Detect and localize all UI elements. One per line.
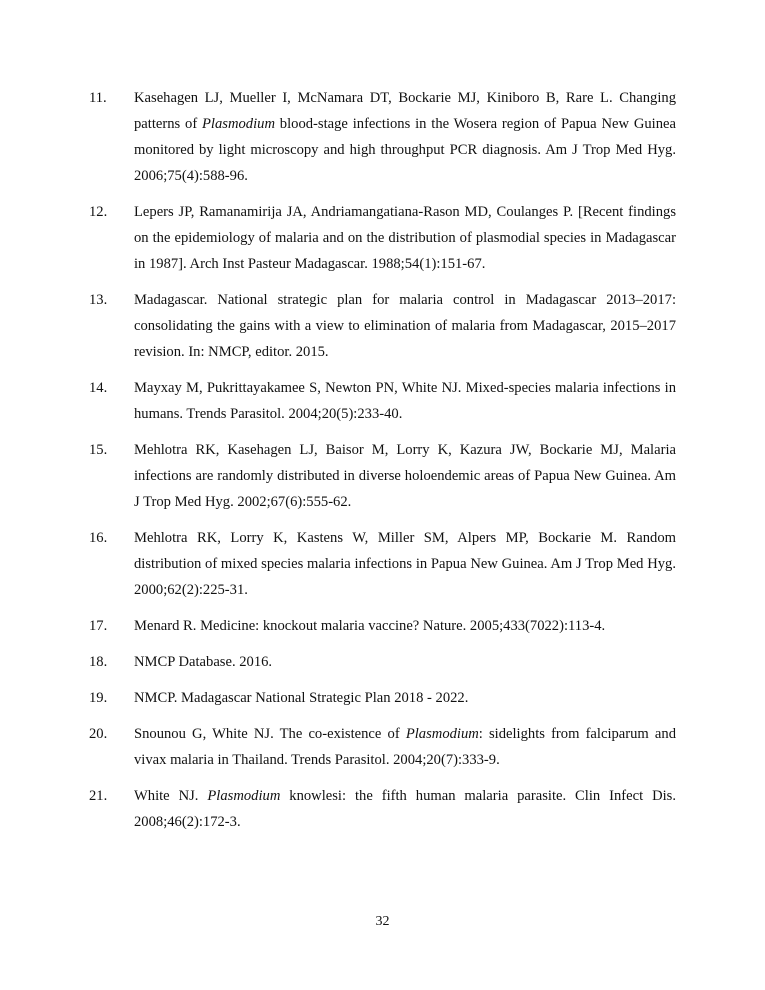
reference-text [134, 685, 676, 711]
reference-text-part: Madagascar. National strategic plan for malaria control in Madagascar 2013–2017: consolidating the gains with a view to elimination of malaria from Madagascar, 2015–2017 revision. In: NMCP, editor. 2015. [134, 292, 676, 360]
species-name-italic: Plasmodium [207, 788, 281, 804]
reference-number: 17. [89, 618, 108, 634]
reference-number: 14. [89, 380, 108, 396]
reference-text [134, 375, 676, 427]
reference-text-part: Mayxay M, Pukrittayakamee S, Newton PN, White NJ. Mixed-species malaria infections in humans. Trends Parasitol. 2004;20(5):233-40. [134, 380, 676, 422]
species-name-italic: Plasmodium [405, 726, 479, 742]
reference-number: 21. [89, 788, 108, 804]
reference-text-part: White NJ. [134, 788, 208, 804]
page-number: 32 [375, 914, 390, 929]
reference-text [134, 525, 676, 603]
reference-text-part: NMCP Database. 2016. [134, 654, 273, 670]
reference-item [89, 783, 676, 835]
reference-item [89, 85, 676, 189]
reference-item [89, 685, 676, 711]
reference-number: 11. [89, 90, 107, 106]
reference-number: 15. [89, 442, 108, 458]
reference-text-part: blood-stage infections in the Wosera region of Papua New Guinea monitored by light microscopy and high throughput PCR diagnosis. Am J Trop Med Hyg. 2006;75(4):588-96. [134, 116, 676, 184]
reference-text-part: Snounou G, White NJ. The co-existence of [134, 726, 406, 742]
reference-number: 16. [89, 530, 108, 546]
reference-text-part: Mehlotra RK, Lorry K, Kastens W, Miller SM, Alpers MP, Bockarie M. Random distribution of mixed species malaria infections in Papua New Guinea. Am J Trop Med Hyg. 2000;62(2):225-31. [134, 530, 676, 598]
reference-text [134, 613, 676, 639]
reference-item [89, 199, 676, 277]
reference-text-part: Lepers JP, Ramanamirija JA, Andriamangatiana-Rason MD, Coulanges P. [Recent findings on the epidemiology of malaria and on the distribution of plasmodial species in Madagascar in 1987]. Arch Inst Pasteur Madagascar. 1988;54(1):151-67. [134, 204, 676, 272]
reference-item [89, 437, 676, 515]
reference-number: 13. [89, 292, 108, 308]
reference-number: 19. [89, 690, 108, 706]
reference-text [134, 85, 676, 189]
reference-text-part: Menard R. Medicine: knockout malaria vaccine? Nature. 2005;433(7022):113-4. [134, 618, 606, 634]
reference-text-part: Kasehagen LJ, Mueller I, McNamara DT, Bockarie MJ, Kiniboro B, Rare L. Changing patterns of [134, 90, 676, 132]
reference-item [89, 721, 676, 773]
reference-text [134, 649, 676, 675]
reference-item [89, 375, 676, 427]
reference-list [89, 85, 676, 845]
reference-text [134, 199, 676, 277]
reference-item [89, 613, 676, 639]
reference-text [134, 287, 676, 365]
reference-number: 20. [89, 726, 108, 742]
reference-text-part: Mehlotra RK, Kasehagen LJ, Baisor M, Lorry K, Kazura JW, Bockarie MJ, Malaria infections are randomly distributed in diverse holoendemic areas of Papua New Guinea. Am J Trop Med Hyg. 2002;67(6):555-62. [134, 442, 676, 510]
reference-item [89, 287, 676, 365]
reference-item [89, 649, 676, 675]
reference-text-part: knowlesi: the fifth human malaria parasite. Clin Infect Dis. 2008;46(2):172-3. [134, 788, 676, 830]
reference-text [134, 721, 676, 773]
reference-number: 18. [89, 654, 108, 670]
reference-number: 12. [89, 204, 108, 220]
reference-text-part: NMCP. Madagascar National Strategic Plan 2018 - 2022. [134, 690, 469, 706]
reference-item [89, 525, 676, 603]
reference-text [134, 437, 676, 515]
reference-text [134, 783, 676, 835]
species-name-italic: Plasmodium [202, 116, 275, 132]
reference-text-part: : sidelights from falciparum and vivax malaria in Thailand. Trends Parasitol. 2004;20(7):333-9. [134, 726, 676, 768]
